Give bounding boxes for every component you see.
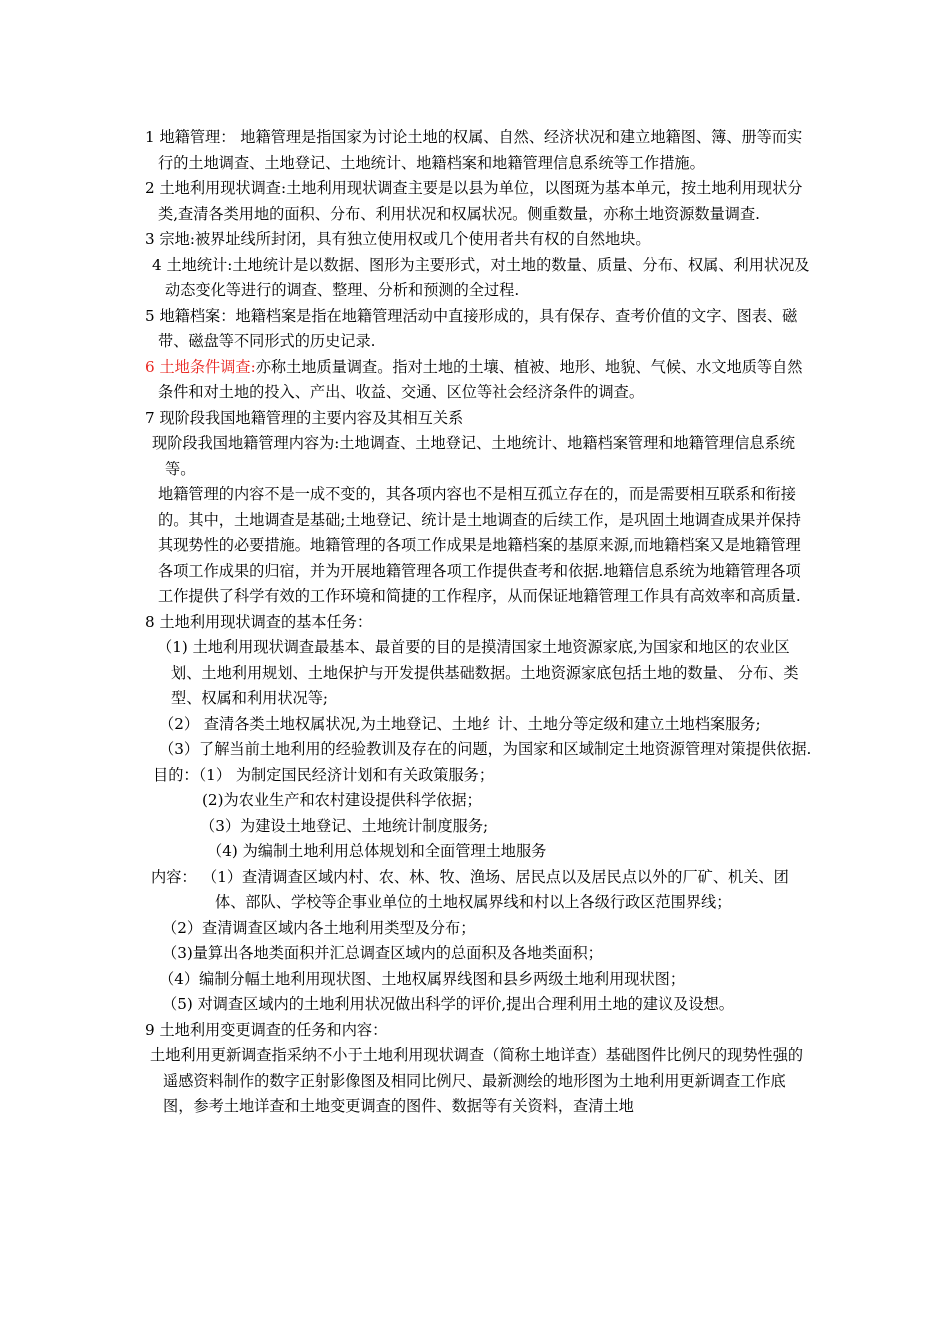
goal-2: (2)为农业生产和农村建设提供科学依据；: [202, 791, 482, 809]
task-1: （1) 土地利用现状调查最基本、最首要的目的是摸清国家土地资源家底,为国家和地区的农业区划、土地利用规划、土地保护与开发提供基础数据。土地资源家底包括土地的数量、 分布、类型、权属和利用状况等;: [157, 638, 799, 707]
content-label: 内容：: [151, 867, 197, 886]
task-3: （3）了解当前土地利用的经验教训及存在的问题，为国家和区域制定土地资源管理对策提供依据.: [159, 740, 812, 758]
highlighted-term: 6 土地条件调查:: [145, 357, 256, 376]
document-body: [145, 125, 815, 1120]
paragraph-9-content: 土地利用更新调查指采纳不小于土地利用现状调查（简称土地详查）基础图件比例尺的现势性强的遥感资料制作的数字正射影像图及相同比例尺、最新测绘的地形图为土地利用更新调查工作底图，参考土地详查和土地变更调查的图件、数据等有关资料，查清土地: [150, 1046, 804, 1115]
goal-3: （3）为建设土地登记、土地统计制度服务;: [200, 816, 489, 835]
paragraph-4: 4 土地统计:土地统计是以数据、图形为主要形式，对土地的数量、质量、分布、权属、利用状况及动态变化等进行的调查、整理、分析和预测的全过程.: [152, 255, 810, 299]
content-4: （4）编制分幅土地利用现状图、土地权属界线图和县乡两级土地利用现状图；: [159, 969, 686, 988]
paragraph-8-heading: 8 土地利用现状调查的基本任务：: [145, 612, 373, 631]
paragraph-9-heading: 9 土地利用变更调查的任务和内容：: [145, 1020, 388, 1039]
goal-4: （4) 为编制土地利用总体规划和全面管理土地服务: [207, 842, 547, 860]
paragraph-6-text: 亦称土地质量调查。指对土地的土壤、植被、地形、地貌、气候、水文地质等自然条件和对土地的投入、产出、收益、交通、区位等社会经济条件的调查。: [158, 357, 803, 401]
paragraph-7-content: 现阶段我国地籍管理内容为:土地调查、土地登记、土地统计、地籍档案管理和地籍管理信息系统等。: [152, 434, 795, 478]
content-3: （3)量算出各地类面积并汇总调查区域内的总面积及各地类面积；: [162, 944, 603, 962]
content-5: （5) 对调查区域内的土地利用状况做出科学的评价,提出合理利用土地的建议及设想。: [162, 995, 734, 1013]
goal-1: （1） 为制定国民经济计划和有关政策服务；: [198, 765, 495, 784]
paragraph-1: 1 地籍管理： 地籍管理是指国家为讨论土地的权属、自然、经济状况和建立地籍图、簿、册等而实行的土地调查、土地登记、土地统计、地籍档案和地籍管理信息系统等工作措施。: [145, 128, 803, 172]
paragraph-2: 2 土地利用现状调查:土地利用现状调查主要是以县为单位，以图斑为基本单元，按土地利用现状分类,查清各类用地的面积、分布、利用状况和权属状况。侧重数量，亦称土地资源数量调查.: [145, 179, 803, 223]
paragraph-5: 5 地籍档案：地籍档案是指在地籍管理活动中直接形成的，具有保存、查考价值的文字、图表、磁带、磁盘等不同形式的历史记录.: [145, 306, 798, 350]
paragraph-7-relations: 地籍管理的内容不是一成不变的，其各项内容也不是相互孤立存在的，而是需要相互联系和衔接的。其中，土地调查是基础;土地登记、统计是土地调查的后续工作，是巩固土地调查成果并保持其现势性的必要措施。地籍管理的各项工作成果是地籍档案的基原来源,而地籍档案又是地籍管理各项工作成果的归宿，并为开展地籍管理各项工作提供查考和依据.地籍信息系统为地籍管理各项工作提供了科学有效的工作环境和简捷的工作程序，从而保证地籍管理工作具有高效率和高质量.: [158, 485, 801, 605]
content-2: （2）查清调查区域内各土地利用类型及分布；: [162, 918, 476, 937]
paragraph-6: [145, 355, 815, 406]
content-row-1: [145, 865, 815, 916]
task-2: （2） 查清各类土地权属状况,为土地登记、土地纟计、土地分等定级和建立土地档案服务;: [159, 714, 761, 733]
paragraph-3: 3 宗地:被界址线所封闭，具有独立使用权或几个使用者共有权的自然地块。: [145, 230, 651, 248]
goal-label: 目的：: [153, 765, 199, 784]
content-1: （1）查清调查区域内村、农、林、牧、渔场、居民点以及居民点以外的厂矿、机关、团体、部队、学校等企事业单位的土地权属界线和村以上各级行政区范围界线；: [202, 867, 789, 911]
goal-row-1: [145, 763, 815, 789]
paragraph-7-heading: 7 现阶段我国地籍管理的主要内容及其相互关系: [145, 408, 464, 427]
